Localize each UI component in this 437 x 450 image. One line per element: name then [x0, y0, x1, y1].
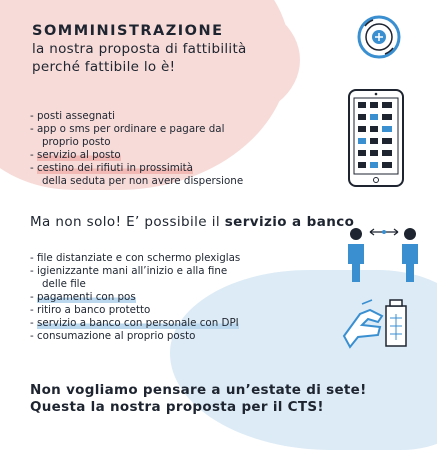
list-item: [30, 162, 330, 175]
list-item-text: - ritiro a banco protetto: [30, 304, 151, 316]
list-item-text: - igienizzante mani all’inizio e alla fine: [30, 265, 228, 277]
list-seated-service: [30, 110, 330, 188]
list-item-text: -: [30, 291, 37, 303]
list-item: [30, 123, 330, 136]
subtitle-line-1: la nostra proposta di fattibilità: [32, 41, 247, 57]
list-item-text: - posti assegnati: [30, 110, 116, 122]
page-title: SOMMINISTRAZIONE: [32, 23, 224, 39]
middle-statement: [30, 214, 354, 230]
list-item: [30, 149, 330, 162]
list-item: [30, 291, 330, 304]
wireless-payment-icon: [356, 14, 402, 60]
list-item: [30, 136, 330, 149]
list-item-text: -: [30, 317, 37, 329]
smartphone-app-icon: [346, 88, 406, 188]
list-item: [30, 304, 330, 317]
closing-statement: [30, 382, 367, 416]
list-item-text: -: [30, 162, 37, 174]
list-item: [30, 278, 330, 291]
middle-lead-text: Ma non solo! E’ possibile il: [30, 214, 225, 230]
highlighted-text: servizio al posto: [37, 149, 121, 161]
list-item: [30, 110, 330, 123]
list-item: [30, 265, 330, 278]
middle-bold-text: servizio a banco: [224, 214, 355, 230]
list-item-text: -: [30, 149, 37, 161]
list-item-text: delle file: [42, 278, 86, 290]
hand-sanitizer-icon: [340, 296, 412, 354]
list-item: [30, 175, 330, 188]
list-item: [30, 317, 330, 330]
highlighted-text: pagamenti con pos: [37, 291, 136, 303]
list-item-text: della seduta per non avere dispersione: [42, 175, 244, 187]
highlighted-text: servizio a banco con personale con DPI: [37, 317, 239, 329]
list-item-text: - file distanziate e con schermo plexiglas: [30, 252, 241, 264]
list-item: [30, 330, 330, 343]
list-item-text: proprio posto: [42, 136, 111, 148]
list-item-text: - app o sms per ordinare e pagare dal: [30, 123, 225, 135]
header: [32, 22, 332, 76]
highlighted-text: cestino dei rifiuti in prossimità: [37, 162, 193, 174]
list-counter-service: [30, 252, 330, 343]
closing-line-2: Questa la nostra proposta per il CTS!: [30, 399, 324, 415]
subtitle-line-2: perché fattibile lo è!: [32, 59, 176, 75]
list-item: [30, 252, 330, 265]
closing-line-1: Non vogliamo pensare a un’estate di sete!: [30, 382, 367, 398]
list-item-text: - consumazione al proprio posto: [30, 330, 196, 342]
social-distancing-icon: [344, 226, 424, 286]
